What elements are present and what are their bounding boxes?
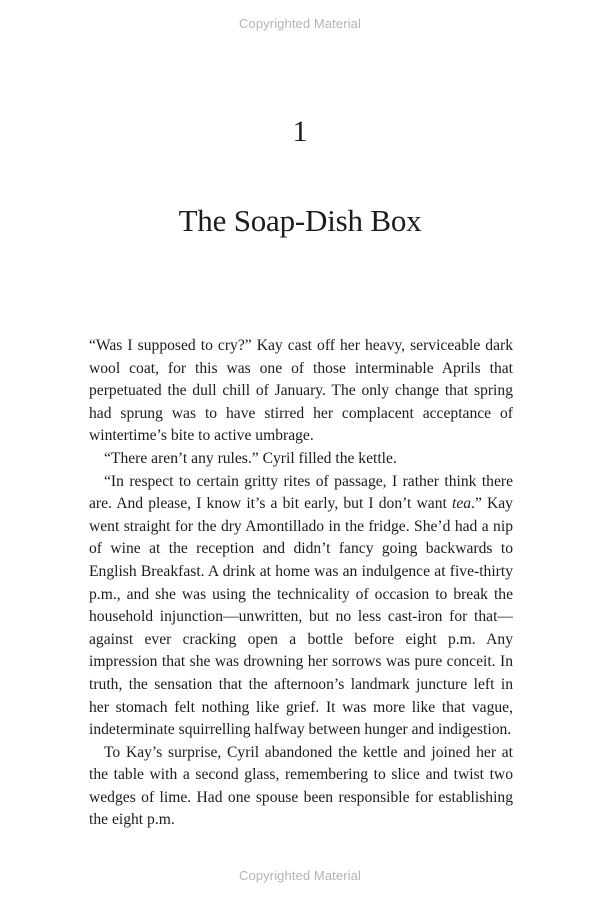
paragraph-text: “In respect to certain gritty rites of passage, I rather think there are. And please, I know it’s a bit early, but I don’t want: [89, 472, 513, 513]
chapter-title: The Soap-Dish Box: [178, 203, 422, 238]
copyright-watermark-top: Copyrighted Material: [239, 16, 361, 31]
chapter-number: 1: [292, 115, 308, 148]
emphasis-text: tea: [451, 495, 472, 513]
paragraph-text: .” Kay went straight for the dry Amontillado in the fridge. She’d had a nip of wine at the reception and didn’t fancy going backwards to English Breakfast. A drink at home was an indulgence at five-thirty p.m., and she was using the technicality of occasion to break the household injunction—unwritten, but no less cast-iron for that—against ever cracking open a bottle before eight p.m. Any impression that she was drowning her sorrows was pure conceit. In truth, the sensation that the afternoon’s landmark juncture left in her stomach felt nothing like grief. It was more like that vague, indeterminate squirrelling halfway between hunger and indigestion.: [89, 495, 513, 739]
paragraph: [89, 471, 513, 742]
copyright-watermark-bottom: Copyrighted Material: [239, 868, 361, 883]
paragraph: To Kay’s surprise, Cyril abandoned the kettle and joined her at the table with a second glass, remembering to slice and twist two wedges of lime. Had one spouse been responsible for establishing the eight p.m.: [89, 743, 513, 829]
paragraph: “Was I supposed to cry?” Kay cast off her heavy, serviceable dark wool coat, for this was one of those interminable Aprils that perpetuated the dull chill of January. The only change that spring had sprung was to have stirred her complacent acceptance of wintertime’s bite to active umbrage.: [89, 337, 513, 445]
paragraph: “There aren’t any rules.” Cyril filled the kettle.: [104, 449, 397, 467]
body-text: [89, 335, 513, 832]
